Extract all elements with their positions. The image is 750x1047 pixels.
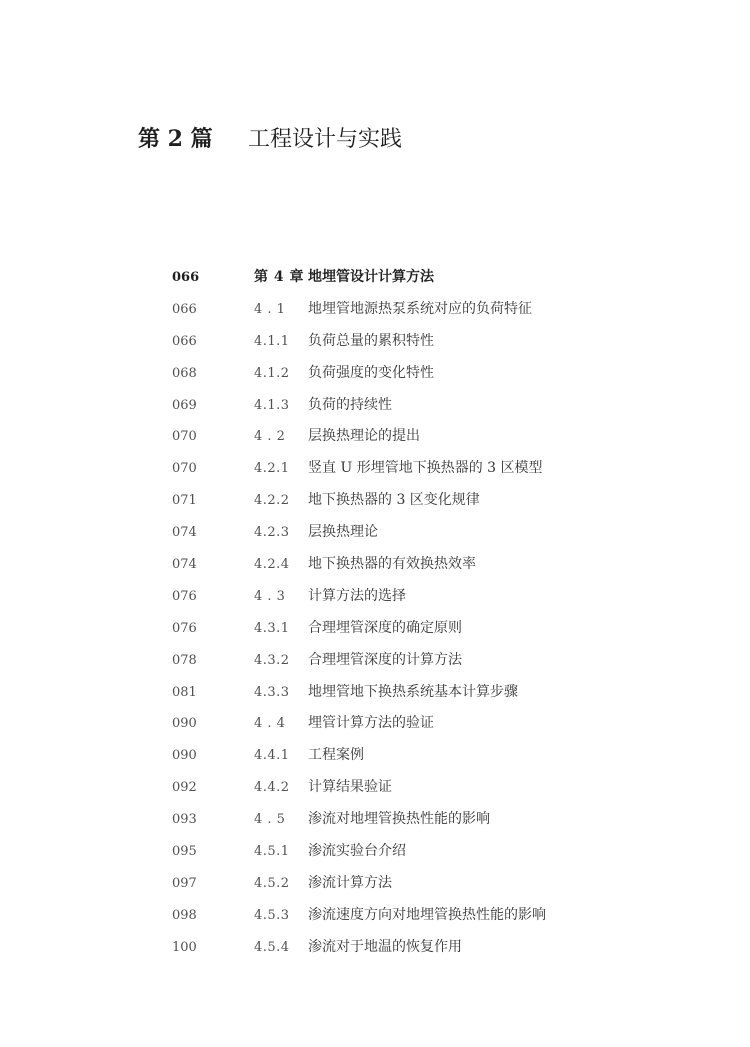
toc-page-number: 093 — [172, 812, 197, 828]
toc-section-number: 4 . 3 — [254, 588, 286, 604]
toc-page-number: 068 — [172, 365, 197, 381]
toc-section-number: 4.4.1 — [254, 748, 290, 764]
toc-page-number: 070 — [172, 429, 197, 445]
toc-row — [172, 517, 612, 549]
toc-page-number: 095 — [172, 844, 197, 860]
toc-section-title: 工程案例 — [308, 747, 364, 764]
toc-section-title: 地埋管地源热泵系统对应的负荷特征 — [308, 300, 532, 317]
part-title: 工程设计与实践 — [248, 127, 403, 152]
toc-section-title: 层换热理论 — [308, 524, 378, 541]
toc-row — [172, 740, 612, 772]
toc-page-number: 076 — [172, 620, 197, 636]
toc-row — [172, 900, 612, 932]
toc-section-number: 4.2.3 — [254, 525, 290, 541]
toc-row — [172, 677, 612, 709]
toc-section-title: 合理埋管深度的计算方法 — [308, 651, 462, 668]
toc-section-number: 4.1.3 — [254, 397, 290, 413]
toc-section-title: 合理埋管深度的确定原则 — [308, 619, 462, 636]
toc-section-title: 负荷总量的累积特性 — [308, 332, 434, 349]
toc-page-number: 098 — [172, 907, 197, 923]
toc-row — [172, 868, 612, 900]
toc-page-number: 066 — [172, 301, 197, 317]
toc-row — [172, 390, 612, 422]
toc-section-title: 负荷强度的变化特性 — [308, 364, 434, 381]
toc-row — [172, 421, 612, 453]
toc-section-title: 层换热理论的提出 — [308, 428, 420, 445]
toc-row — [172, 613, 612, 645]
toc-section-number: 4.2.1 — [254, 461, 290, 477]
toc-page-number: 069 — [172, 397, 197, 413]
toc-section-number: 4 . 2 — [254, 429, 286, 445]
toc-page-number: 090 — [172, 716, 197, 732]
toc-section-title: 渗流对于地温的恢复作用 — [308, 938, 462, 955]
toc-section-number: 4.5.1 — [254, 844, 290, 860]
toc-section-title: 渗流速度方向对地埋管换热性能的影响 — [308, 906, 546, 923]
toc-page-number: 071 — [172, 493, 197, 509]
toc-page-number: 090 — [172, 748, 197, 764]
toc-page-number: 070 — [172, 461, 197, 477]
part-header — [138, 122, 618, 154]
toc-section-number: 4.4.2 — [254, 780, 290, 796]
toc-page-number: 076 — [172, 588, 197, 604]
toc-row — [172, 549, 612, 581]
toc-page-number: 100 — [172, 939, 197, 955]
toc-page-number: 066 — [172, 333, 197, 349]
toc-section-title: 计算结果验证 — [308, 779, 392, 796]
toc-page-number: 066 — [172, 270, 200, 285]
toc-row — [172, 804, 612, 836]
toc-section-number: 4.2.4 — [254, 557, 290, 573]
toc-row — [172, 772, 612, 804]
toc-row — [172, 358, 612, 390]
toc-section-title: 渗流对地埋管换热性能的影响 — [308, 811, 490, 828]
toc-row — [172, 708, 612, 740]
toc-section-number: 4.1.1 — [254, 333, 290, 349]
toc-section-title: 地下换热器的有效换热效率 — [308, 556, 476, 573]
toc-section-title: 埋管计算方法的验证 — [308, 715, 434, 732]
toc-section-title: 竖直 U 形埋管地下换热器的 3 区模型 — [308, 460, 543, 477]
toc-section-number: 4.3.3 — [254, 684, 290, 700]
toc-page-number: 078 — [172, 652, 197, 668]
toc-row — [172, 836, 612, 868]
toc-section-number: 4.3.1 — [254, 620, 290, 636]
toc-section-number: 4 . 5 — [254, 812, 286, 828]
toc-section-number: 4.5.4 — [254, 939, 290, 955]
toc-row — [172, 453, 612, 485]
toc-section-number: 4.2.2 — [254, 493, 290, 509]
toc-section-title: 计算方法的选择 — [308, 587, 406, 604]
toc-section-title: 地埋管地下换热系统基本计算步骤 — [308, 683, 518, 700]
toc-row — [172, 645, 612, 677]
toc-section-number: 4 . 1 — [254, 301, 286, 317]
toc-section-number: 4.5.3 — [254, 907, 290, 923]
toc-page-number: 097 — [172, 875, 197, 891]
toc-section-title: 负荷的持续性 — [308, 396, 392, 413]
toc-section-title: 地下换热器的 3 区变化规律 — [308, 492, 480, 509]
toc-row — [172, 581, 612, 613]
toc-page-number: 074 — [172, 525, 197, 541]
toc-page-number: 081 — [172, 684, 197, 700]
toc-section-title: 地埋管设计计算方法 — [308, 269, 434, 285]
part-label: 第 2 篇 — [138, 126, 213, 152]
toc-section-title: 渗流实验台介绍 — [308, 843, 406, 860]
toc-row — [172, 294, 612, 326]
toc-section-number: 4.1.2 — [254, 365, 290, 381]
toc-section-number: 4 . 4 — [254, 716, 286, 732]
toc-page-number: 092 — [172, 780, 197, 796]
toc-section-number: 第 4 章 — [254, 269, 304, 285]
toc-row — [172, 932, 612, 964]
toc-row — [172, 326, 612, 358]
table-of-contents — [172, 262, 612, 964]
toc-chapter-row — [172, 262, 612, 294]
toc-section-number: 4.5.2 — [254, 875, 290, 891]
toc-row — [172, 485, 612, 517]
toc-section-number: 4.3.2 — [254, 652, 290, 668]
toc-page-number: 074 — [172, 557, 197, 573]
toc-section-title: 渗流计算方法 — [308, 874, 392, 891]
